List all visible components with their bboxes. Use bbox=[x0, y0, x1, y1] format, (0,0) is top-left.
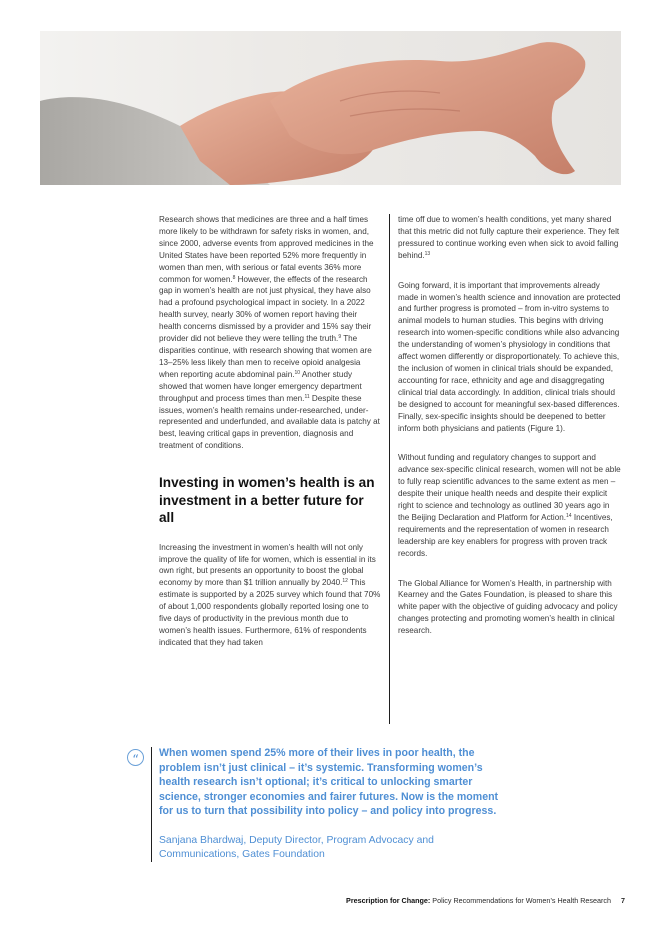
pull-quote: When women spend 25% more of their lives in poor health, the problem isn’t just clinical – it’s systemic. Transforming women’s health research isn’t optional; it’s critical to unlocking smarter science, stronger economies and fairer futures. Now is the moment for us to turn that possibility into policy – and policy into progress. bbox=[159, 747, 499, 818]
page-number: 7 bbox=[621, 896, 625, 905]
left-paragraph-2: Increasing the investment in women’s health will not only improve the quality of life for women, which is essential in its own right, but presents an opportunity to boost the global economy by more than $1 trillion annually by 2040.12 This estimate is supported by a 2025 survey which found that 70% of about 1,000 respondents globally reported losing one to five days of productivity in the previous month due to women’s health issues. Furthermore, 61% of respondents indicated that they had taken bbox=[159, 542, 381, 647]
elderly-hands-illustration bbox=[40, 31, 621, 185]
quote-divider bbox=[151, 747, 152, 862]
hero-photo bbox=[40, 31, 621, 185]
quote-icon: “ bbox=[127, 749, 144, 766]
column-divider bbox=[389, 214, 390, 724]
footer-title-bold: Prescription for Change: bbox=[346, 896, 431, 905]
right-column bbox=[398, 214, 621, 647]
right-paragraph-4: The Global Alliance for Women’s Health, in partnership with Kearney and the Gates Foundation, is pleased to share this white paper with the objective of guiding advocacy and policy changes protecting and promoting women’s health in clinical research. bbox=[398, 578, 618, 636]
footer-title: Policy Recommendations for Women’s Health Research bbox=[430, 896, 611, 905]
left-paragraph-1: Research shows that medicines are three and a half times more likely to be withdrawn for safety risks in women, and, since 2000, adverse events from approved medicines in the United States have been reported 52% more frequently in women than men, with serious or fatal events 36% more common for women.$^8$ However, the effects of the research gap in women’s health are not just physical, they have also had a profound psychological impact in society. In a 2022 health survey, nearly 30% of women report having their health concerns dismissed by a provider and 15% say their provider did not believe they were telling the truth.$^9$ The disparities continue, with research showing that women are 13–25% less likely than men to receive opioid analgesia when reporting acute abdominal pain.$^{10}$ Another study showed that women have longer emergency department throughput and process times than men.$^{11}$ Despite these issues, women’s health remains under-researched, under-represented and underfunded, and available data is patchy at best, leaving critical gaps in prevention, diagnosis and treatment of conditions. bbox=[159, 215, 380, 451]
right-paragraph-2: Going forward, it is important that improvements already made in women’s health science and innovation are protected and further progress is promoted – from in-vitro systems to animal models to human studies. This begins with driving research into women-specific conditions while also advancing the understanding of women’s physiology in conditions that affect women differently or disproportionately. To achieve this, the inclusion of women in clinical trials should be expanded, accounting for race, ethnicity and age and disaggregating clinical trial data accordingly. In addition, clinical trials should be designed to account for meaningful sex-based differences. Finally, sex-specific insights should be deepened to better inform both physicians and patients (Figure 1). bbox=[398, 280, 621, 433]
quote-attribution: Sanjana Bhardwaj, Deputy Director, Program Advocacy and Communications, Gates Foundation bbox=[159, 835, 434, 860]
section-heading: Investing in women’s health is an investment in a better future for all bbox=[159, 475, 375, 526]
left-column bbox=[159, 214, 381, 659]
right-paragraph-1: time off due to women’s health conditions, yet many shared that this metric did not fully capture their experience. They felt pressured to continue working even when sick to avoid falling behind.$^{13}$ bbox=[398, 215, 620, 260]
page-footer bbox=[300, 896, 625, 905]
right-paragraph-3: Without funding and regulatory changes to support and advance sex-specific clinical research, women will not be able to fully reap scientific advances to the same extent as men – despite their unique health needs and despite their explicit right to science and technology as outlined 30 years ago in the Beijing Declaration and Platform for Action.$^{14}$ Incentives, requirements and the representation of women in research leadership are key enablers for progress with proven track records. bbox=[398, 453, 621, 558]
